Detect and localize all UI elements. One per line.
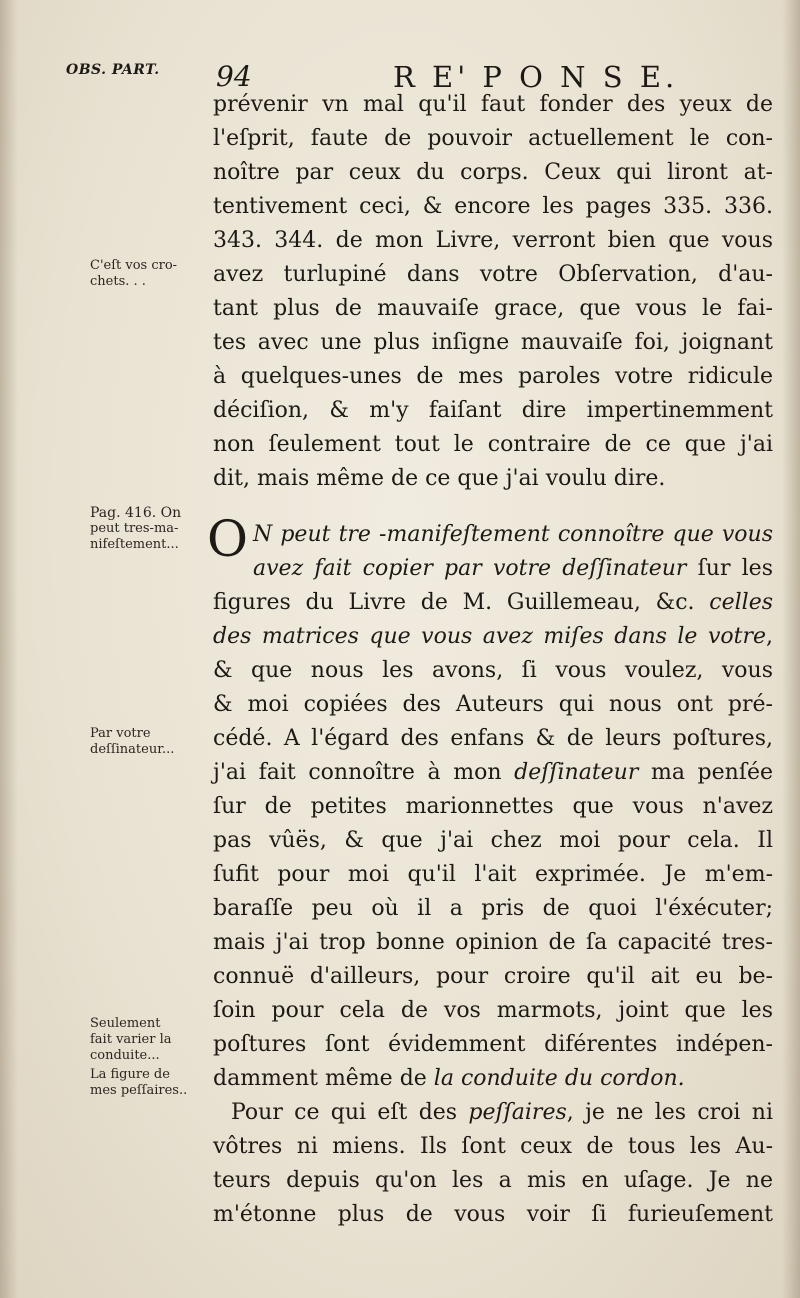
paragraph-gap — [213, 496, 773, 518]
text-line: poſtures ſont évidemment diférentes indépen- — [213, 1032, 773, 1057]
text-line: tes avec une plus inſigne mauvaiſe foi, joignant — [213, 330, 773, 355]
italic-text: la conduite du cordon. — [433, 1066, 685, 1091]
margin-note-line: mes peſſaires.. — [90, 1083, 188, 1098]
text-line: avez turlupiné dans votre Obſervation, d'au- — [213, 262, 773, 287]
text-line: ſufit pour moi qu'il l'ait exprimée. Je m'em- — [213, 862, 773, 887]
text-line: cédé. A l'égard des enfans & de leurs poſtures, — [213, 726, 773, 751]
text-line: prévenir vn mal qu'il faut fonder des yeux de — [213, 92, 773, 117]
margin-note-line: conduite... — [90, 1048, 160, 1063]
margin-note-pessaires — [90, 1067, 206, 1099]
margin-note-line: chets. . . — [90, 274, 146, 289]
italic-text: peſſaires — [468, 1100, 567, 1125]
page-number: 94 — [216, 60, 252, 93]
text-line: m'étonne plus de vous voir ſi furieuſement — [213, 1202, 773, 1227]
text-line: l'eſprit, faute de pouvoir actuellement le con- — [213, 126, 773, 151]
text-line — [213, 586, 773, 620]
margin-note-line: fait varier la — [90, 1032, 172, 1047]
italic-text: deſſinateur — [514, 760, 639, 785]
margin-note-line: La figure de — [90, 1067, 170, 1082]
roman-text: , je ne les croi ni — [566, 1100, 773, 1125]
text-line — [213, 552, 773, 586]
roman-text: damment même de — [213, 1066, 434, 1091]
running-title: R E' P O N S E. — [393, 60, 679, 94]
text-line — [213, 1096, 773, 1130]
drop-cap: O — [207, 510, 248, 568]
text-line: à quelques-unes de mes paroles votre ridicule — [213, 364, 773, 389]
text-line: ſur de petites marionnettes que vous n'avez — [213, 794, 773, 819]
text-line: non ſeulement tout le contraire de ce que j'ai — [213, 432, 773, 457]
italic-text: avez fait copier par votre deſſinateur — [253, 556, 687, 581]
margin-note-pag-416 — [90, 505, 206, 553]
text-line: & moi copiées des Auteurs qui nous ont pré- — [213, 692, 773, 717]
main-text — [207, 88, 774, 1232]
text-line: tentivement ceci, & encore les pages 335. 336. — [213, 194, 773, 219]
text-line: connuë d'ailleurs, pour croire qu'il ait eu be- — [213, 964, 773, 989]
margin-note-line: deſſinateur... — [90, 742, 175, 757]
text-line — [213, 1062, 773, 1096]
margin-note-conduite — [90, 1016, 206, 1064]
text-line: noître par ceux du corps. Ceux qui liront at- — [213, 160, 773, 185]
text-line: dit, mais même de ce que j'ai voulu dire. — [213, 466, 666, 491]
text-line: & que nous les avons, ſi vous voulez, vous — [213, 658, 773, 683]
text-line — [213, 756, 773, 790]
page-edge-left — [0, 0, 18, 1298]
text-line: pas vûës, & que j'ai chez moi pour cela. Il — [213, 828, 773, 853]
text-line — [213, 620, 773, 654]
margin-note-line: C'eſt vos cro- — [90, 258, 178, 273]
margin-note-dessinateur — [90, 726, 206, 758]
text-line: baraſſe peu où il a pris de quoi l'éxécuter; — [213, 896, 773, 921]
text-line: déciſion, & m'y faiſant dire impertinemment — [213, 398, 773, 423]
italic-text: des matrices que vous avez miſes dans le votre — [213, 624, 766, 649]
text-line: mais j'ai trop bonne opinion de ſa capacité tres- — [213, 930, 773, 955]
margin-note-line: Pag. 416. On — [90, 505, 182, 521]
margin-note-line: nifeſtement... — [90, 537, 179, 552]
italic-text: N peut tre -manifeſtement connoître que vous — [253, 522, 773, 547]
text-line: vôtres ni miens. Ils ſont ceux de tous les Au- — [213, 1134, 773, 1159]
margin-note-crochets — [90, 258, 206, 290]
margin-note-line: peut tres-ma- — [90, 521, 179, 536]
margin-note-line: Par votre — [90, 726, 151, 741]
text-line: teurs depuis qu'on les a mis en uſage. Je ne — [213, 1168, 773, 1193]
paragraph-3 — [213, 1096, 773, 1232]
roman-text: figures du Livre de M. Guillemeau, &c. — [213, 590, 695, 615]
roman-text: ma penſée — [638, 760, 774, 785]
header-section-label: OBS. PART. — [66, 62, 160, 78]
paragraph-1 — [213, 88, 773, 496]
roman-text: Pour ce qui eſt des — [231, 1100, 469, 1125]
paragraph-2 — [207, 510, 774, 1096]
text-line: tant plus de mauvaiſe grace, que vous le fai- — [213, 296, 773, 321]
text-line — [207, 510, 773, 568]
text-line: 343. 344. de mon Livre, verront bien que vous — [213, 228, 773, 253]
italic-text: celles — [694, 590, 773, 615]
text-line: ſoin pour cela de vos marmots, joint que les — [213, 998, 773, 1023]
margin-note-line: Seulement — [90, 1016, 161, 1031]
roman-text: j'ai fait connoître à mon — [213, 760, 515, 785]
page-edge-right — [782, 0, 800, 1298]
roman-text: ſur les — [686, 556, 773, 581]
roman-text: , — [766, 624, 773, 649]
